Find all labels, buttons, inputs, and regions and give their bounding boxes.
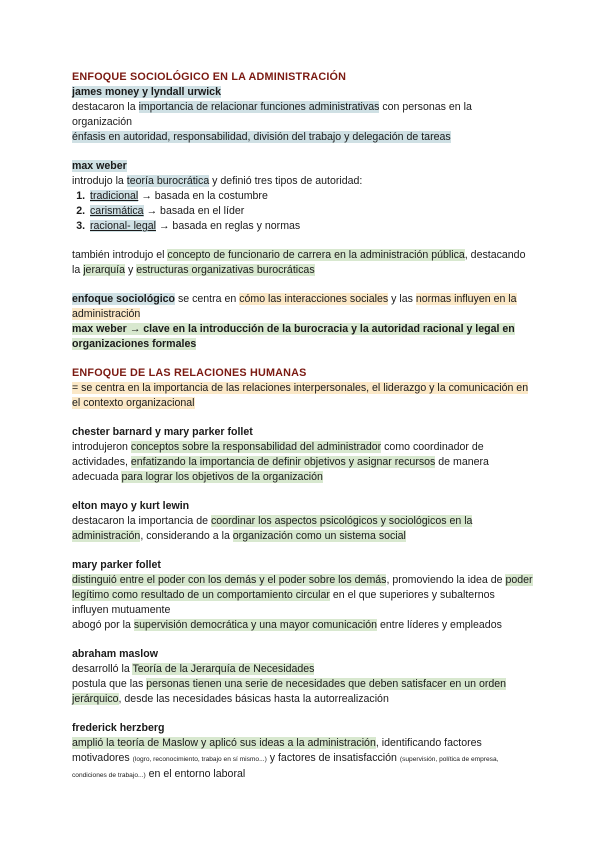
author-heading: chester barnard y mary parker follet	[72, 426, 253, 438]
author-heading: abraham maslow	[72, 648, 158, 660]
authority-types-list	[72, 189, 534, 234]
summary-conclusion: max weber → clave en la introducción de la burocracia y la autoridad racional y legal en organizaciones formales	[72, 323, 515, 350]
list-item: 2. carismática → basada en el líder	[88, 204, 534, 219]
list-item: 1. tradicional → basada en la costumbre	[88, 189, 534, 204]
summary-paragraph: enfoque sociológico se centra en cómo las interacciones sociales y las normas influyen en la administración	[72, 293, 517, 320]
section-title-relaciones: ENFOQUE DE LAS RELACIONES HUMANAS	[72, 367, 307, 379]
paragraph: amplió la teoría de Maslow y aplicó sus ideas a la administración, identificando factores motivadores (logro, reconocimiento, trabajo en sí mismo...) y factores de insatisfacción (supervisión, política de empresa, condiciones de trabajo...) en el entorno laboral	[72, 737, 499, 780]
paragraph: destacaron la importancia de coordinar los aspectos psicológicos y sociológicos en la administración, considerando a la organización como un sistema social	[72, 515, 473, 542]
paragraph: destacaron la importancia de relacionar funciones administrativas con personas en la organización	[72, 101, 472, 128]
author-heading: frederick herzberg	[72, 722, 165, 734]
paragraph: distinguió entre el poder con los demás y el poder sobre los demás, promoviendo la idea de poder legítimo como resultado de un comportamiento circular en el que superiores y subalternos influyen mutuamente	[72, 574, 533, 616]
list-item: 3. racional- legal → basada en reglas y normas	[88, 219, 534, 234]
section-title-sociologico: ENFOQUE SOCIOLÓGICO EN LA ADMINISTRACIÓN	[72, 71, 347, 83]
paragraph: = se centra en la importancia de las relaciones interpersonales, el liderazgo y la comunicación en el contexto organizacional	[72, 382, 529, 409]
paragraph: desarrolló la Teoría de la Jerarquía de Necesidades	[72, 663, 315, 675]
author-heading: elton mayo y kurt lewin	[72, 500, 190, 512]
author-name: james money y lyndall urwick	[72, 86, 221, 98]
author-heading	[72, 85, 534, 100]
paragraph: abogó por la supervisión democrática y una mayor comunicación entre líderes y empleados	[72, 619, 502, 631]
author-heading	[72, 159, 534, 174]
paragraph: énfasis en autoridad, responsabilidad, división del trabajo y delegación de tareas	[72, 131, 451, 143]
document-page	[72, 70, 534, 783]
paragraph: introdujo la teoría burocrática y definió tres tipos de autoridad:	[72, 175, 363, 187]
author-heading: mary parker follet	[72, 559, 161, 571]
paragraph: introdujeron conceptos sobre la responsabilidad del administrador como coordinador de actividades, enfatizando la importancia de definir objetivos y asignar recursos de manera adecuada para lograr los objetivos de la organización	[72, 441, 489, 483]
paragraph: también introdujo el concepto de funcionario de carrera en la administración pública, destacando la jerarquía y estructuras organizativas burocráticas	[72, 249, 526, 276]
author-name: max weber	[72, 160, 127, 172]
paragraph: postula que las personas tienen una serie de necesidades que deben satisfacer en un orden jerárquico, desde las necesidades básicas hasta la autorrealización	[72, 678, 507, 705]
